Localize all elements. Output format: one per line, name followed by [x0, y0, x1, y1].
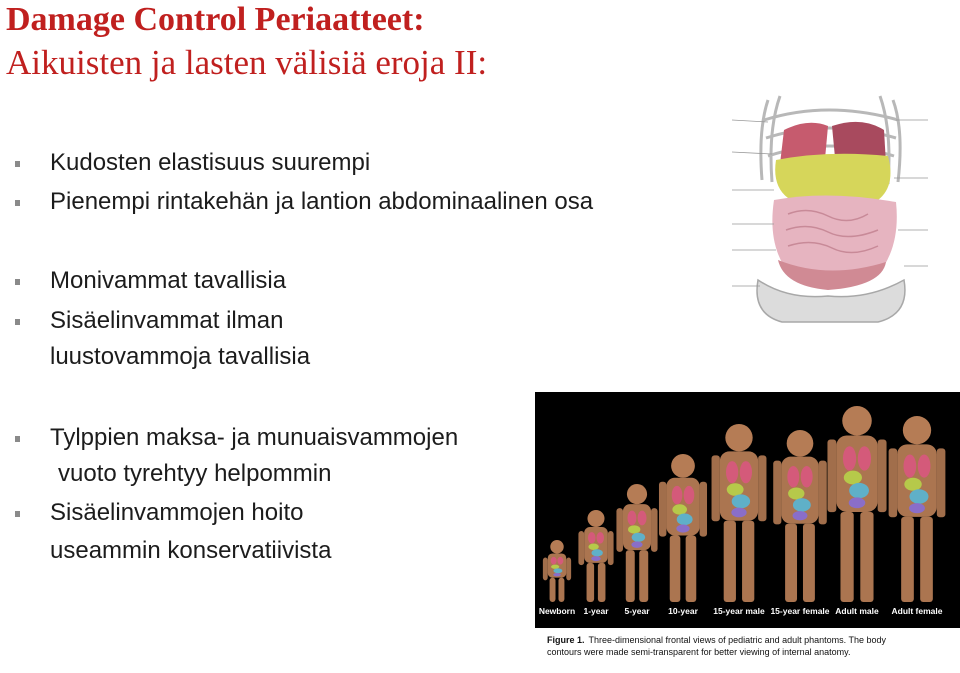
- figure-label: 10-year: [668, 606, 698, 616]
- svg-text:Figure 1.Three-dimensional fro: [547, 635, 887, 645]
- figure-label: Newborn: [538, 606, 576, 616]
- slide-title: Damage Control Periaatteet:: [6, 1, 425, 38]
- figure-label: Adult male: [835, 606, 879, 616]
- figure-caption-label: Figure 1.: [547, 635, 585, 645]
- figure-label: Adult female: [891, 606, 943, 616]
- slide-subtitle: Aikuisten ja lasten välisiä eroja II:: [6, 43, 488, 82]
- bullet-text: Sisäelinvammat ilman: [50, 307, 284, 334]
- bullet-text-continuation: luustovammoja tavallisia: [50, 343, 311, 370]
- bullet-marker: [15, 319, 20, 325]
- bullet-text: Sisäelinvammojen hoito: [50, 499, 304, 526]
- abdominal-anatomy-illustration: [728, 90, 932, 326]
- phantoms-figure: [535, 392, 960, 673]
- bullet-marker: [15, 161, 20, 167]
- bullet-text: Pienempi rintakehän ja lantion abdominaalinen osa: [50, 188, 594, 215]
- bullet-text: Monivammat tavallisia: [50, 267, 287, 294]
- figure-label: 15-year female: [770, 606, 830, 616]
- figure-caption-line1: Three-dimensional frontal views of pediatric and adult phantoms. The body: [588, 635, 887, 645]
- bullet-text-continuation: useammin konservatiivista: [50, 537, 332, 564]
- bullet-marker: [15, 200, 20, 206]
- bullet-marker: [15, 436, 20, 442]
- figure-label: 5-year: [624, 606, 650, 616]
- figure-label: 15-year male: [713, 606, 765, 616]
- figure-caption-line2: contours were made semi-transparent for better viewing of internal anatomy.: [547, 647, 851, 657]
- bullet-text-continuation: vuoto tyrehtyy helpommin: [58, 460, 332, 487]
- bullet-text: Kudosten elastisuus suurempi: [50, 149, 371, 176]
- bullet-text: Tylppien maksa- ja munuaisvammojen: [50, 424, 459, 451]
- bullet-marker: [15, 511, 20, 517]
- figure-label: 1-year: [583, 606, 609, 616]
- bullet-marker: [15, 279, 20, 285]
